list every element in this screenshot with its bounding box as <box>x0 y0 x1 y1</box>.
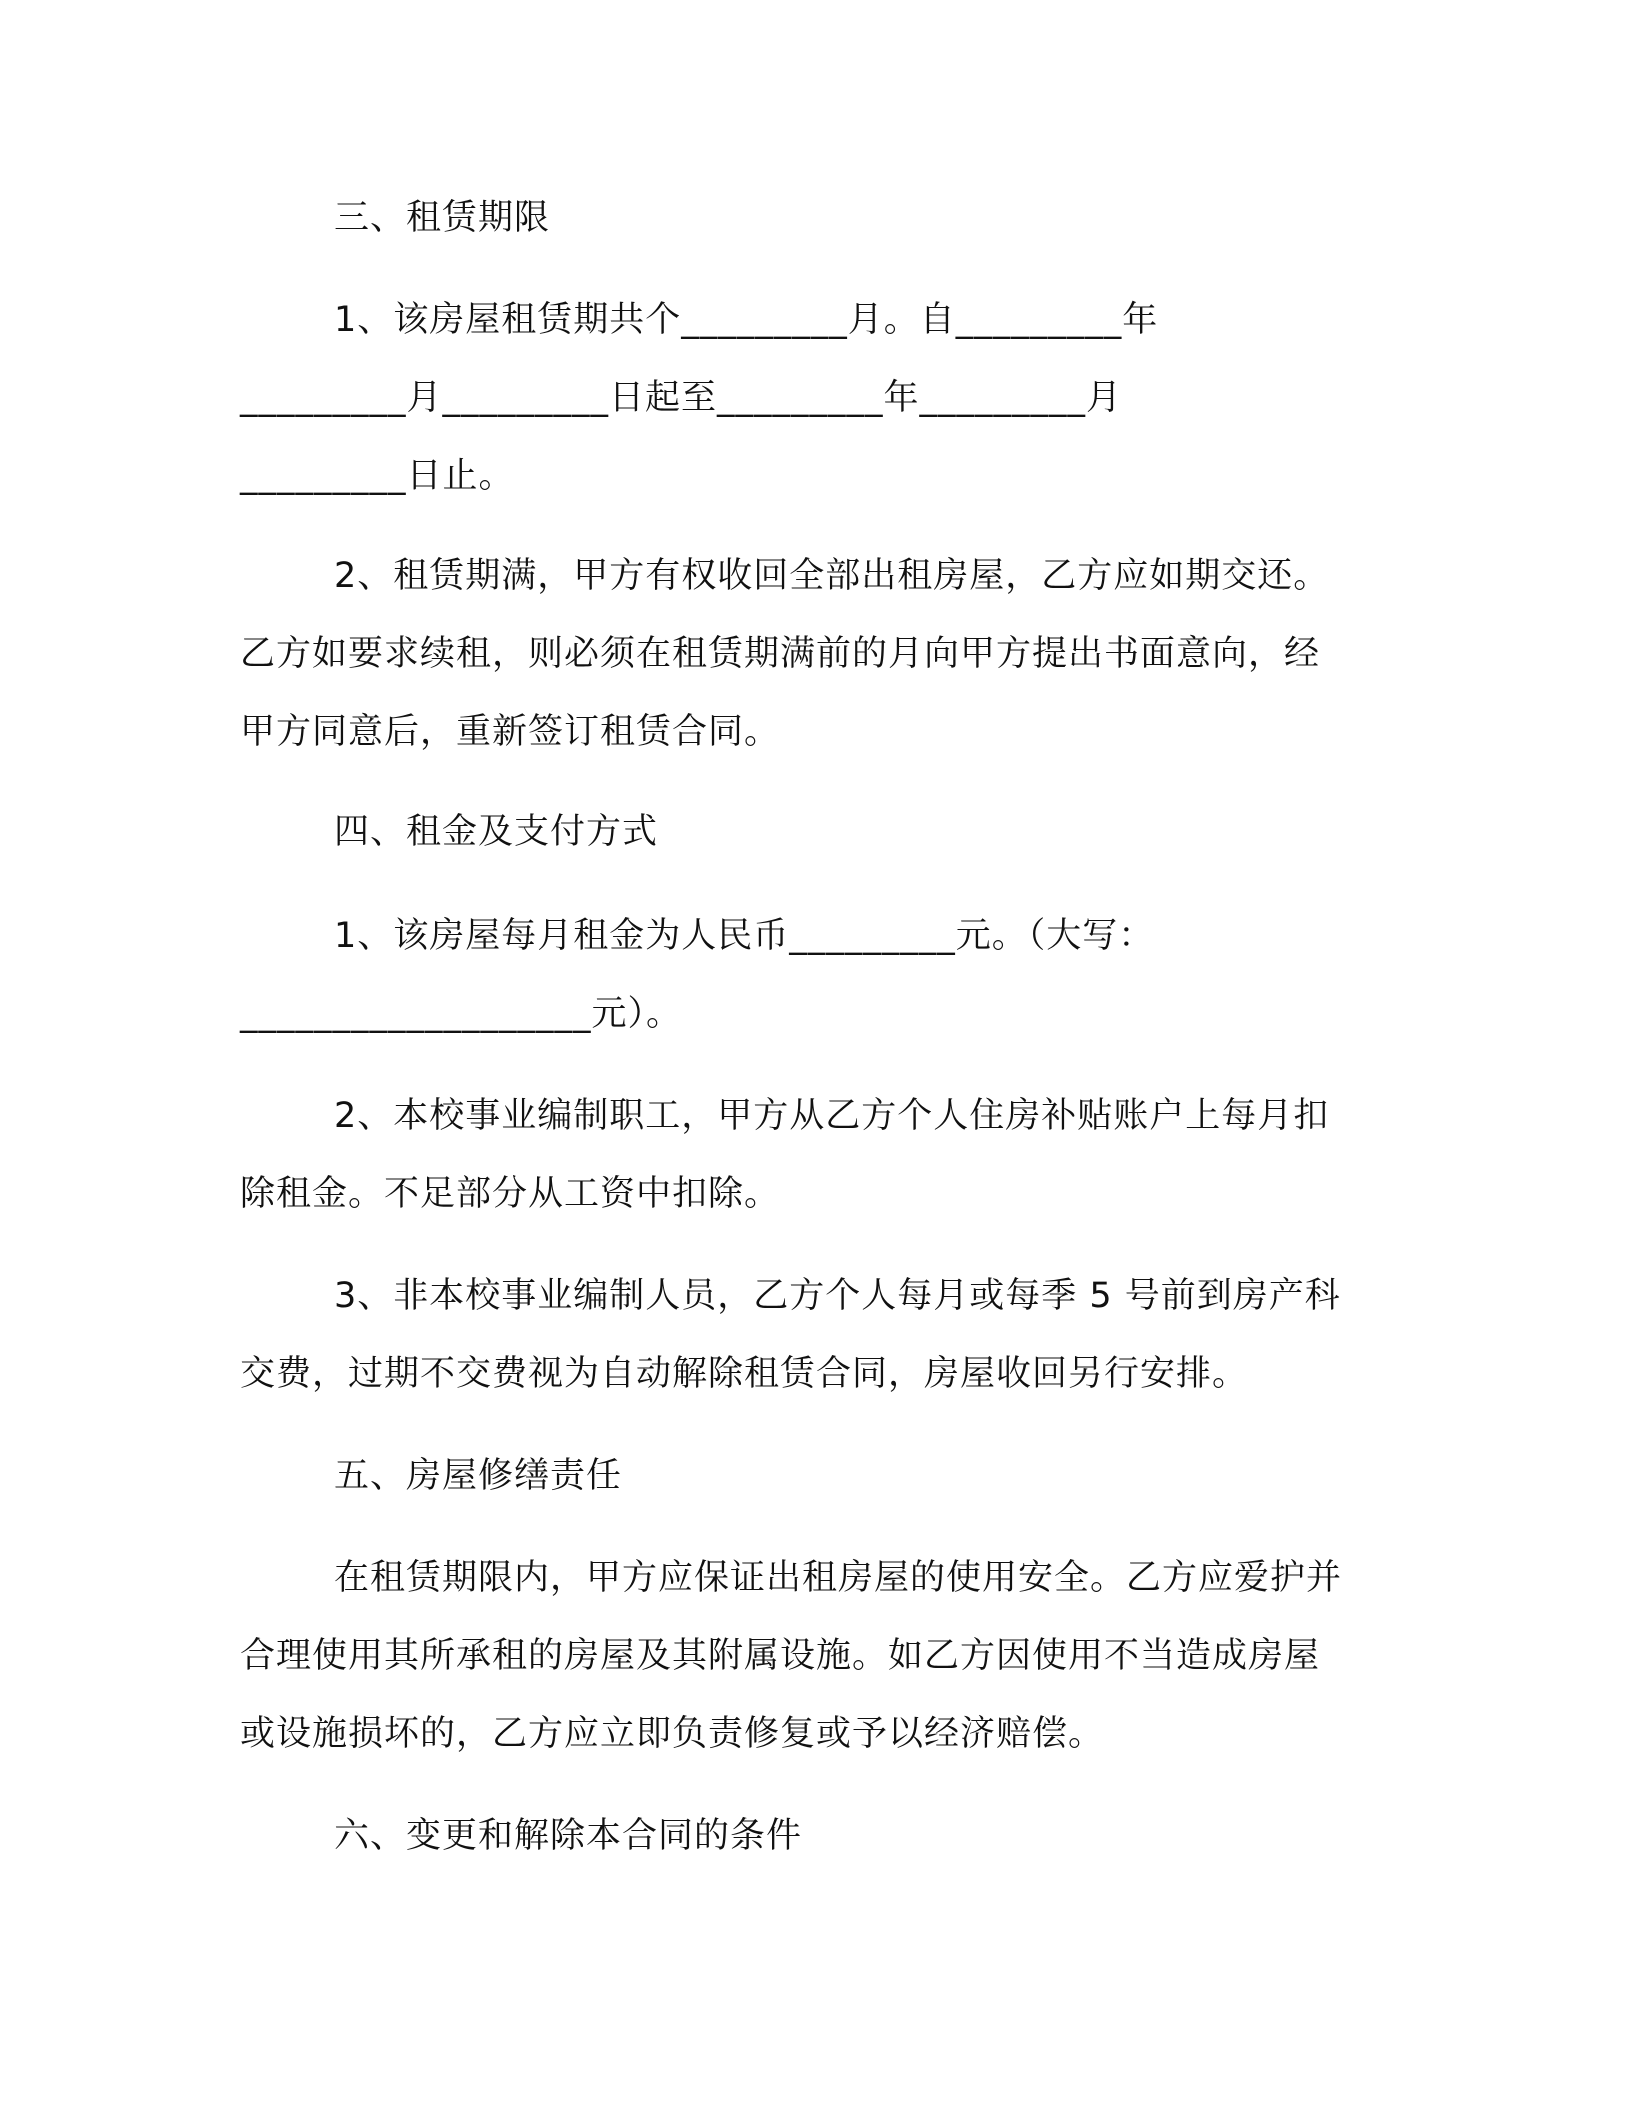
section-heading-lease-term: 三、租赁期限 <box>334 198 551 238</box>
paragraph-line: 3、非本校事业编制人员，乙方个人每月或每季 5 号前到房产科 <box>334 1276 1341 1316</box>
paragraph-line: 在租赁期限内，甲方应保证出租房屋的使用安全。乙方应爱护并 <box>334 1558 1343 1598</box>
paragraph-line: _________日止。 <box>240 456 515 496</box>
paragraph-line: 合理使用其所承租的房屋及其附属设施。如乙方因使用不当造成房屋 <box>240 1636 1321 1676</box>
paragraph-line: 乙方如要求续租，则必须在租赁期满前的月向甲方提出书面意向，经 <box>240 634 1321 674</box>
paragraph-line: 2、本校事业编制职工，甲方从乙方个人住房补贴账户上每月扣 <box>334 1096 1330 1136</box>
paragraph-line: 1、该房屋租赁期共个_________月。自_________年 <box>334 300 1159 340</box>
paragraph-line: _________月_________日起至_________年_________月 <box>240 378 1123 418</box>
paragraph-line: ___________________元）。 <box>240 994 683 1034</box>
section-heading-rent-payment: 四、租金及支付方式 <box>334 812 659 852</box>
paragraph-line: 1、该房屋每月租金为人民币_________元。（大写： <box>334 916 1155 956</box>
section-heading-contract-change: 六、变更和解除本合同的条件 <box>334 1816 803 1856</box>
paragraph-line: 2、租赁期满，甲方有权收回全部出租房屋，乙方应如期交还。 <box>334 556 1330 596</box>
paragraph-line: 或设施损坏的，乙方应立即负责修复或予以经济赔偿。 <box>240 1714 1105 1754</box>
paragraph-line: 甲方同意后，重新签订租赁合同。 <box>240 712 781 752</box>
section-heading-repair-responsibility: 五、房屋修缮责任 <box>334 1456 623 1496</box>
paragraph-line: 交费，过期不交费视为自动解除租赁合同，房屋收回另行安排。 <box>240 1354 1249 1394</box>
paragraph-line: 除租金。不足部分从工资中扣除。 <box>240 1174 781 1214</box>
